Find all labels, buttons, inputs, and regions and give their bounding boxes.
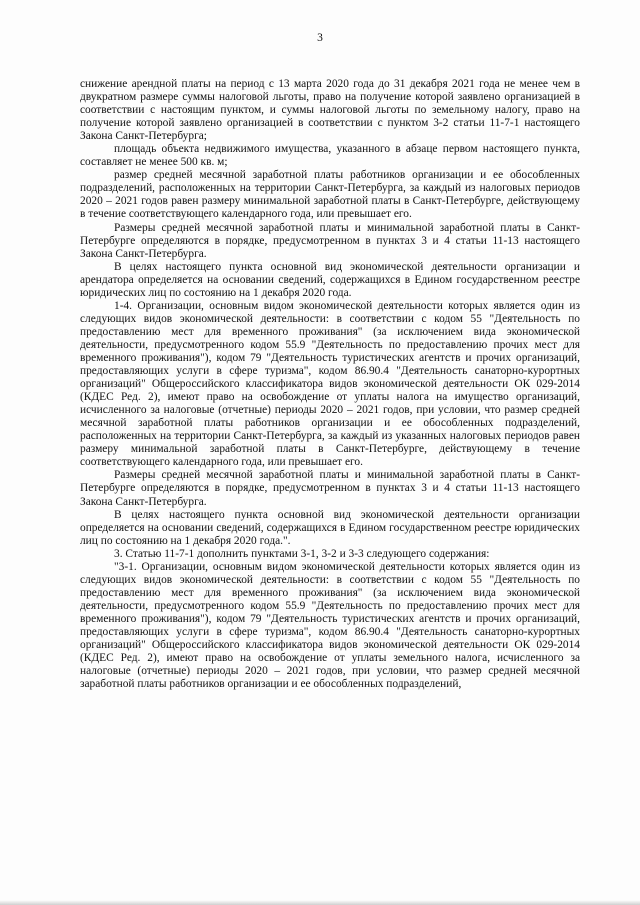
paragraph-activity-definition-2: В целях настоящего пункта основной вид экономической деятельности организации определяется на основании сведений, содержащихся в Едином государственном реестре юридических лиц по состоянию на 1 декабря 2020 года.".: [80, 508, 580, 547]
paragraph-clause-1-4: 1-4. Организации, основным видом экономической деятельности которых является один из следующих видов экономической деятельности: в соответствии с кодом 55 "Деятельность по предоставлению мест для временного проживания" (за исключением вида экономической деятельности, предусмотренного кодом 55.9 "Деятельность по предоставлению прочих мест для временного проживания"), кодом 79 "Деятельность туристических агентств и прочих организаций, предоставляющих услуги в сфере туризма", кодом 86.90.4 "Деятельность санаторно-курортных организаций" Общероссийского классификатора видов экономической деятельности ОК 029-2014 (КДЕС Ред. 2), имеют право на освобождение от уплаты налога на имущество организаций, исчисленного за налоговые (отчетные) периоды 2020 – 2021 годов, при условии, что размер средней месячной заработной платы работников организации и ее обособленных подразделений, расположенных на территории Санкт-Петербурга, за каждый из указанных налоговых периодов равен размеру минимальной заработной платы в Санкт-Петербурге, действующему в течение соответствующего календарного года, или превышает его.: [80, 299, 580, 469]
scan-bottom-edge: [0, 900, 640, 905]
paragraph-salary-procedure: Размеры средней месячной заработной платы и минимальной заработной платы в Санкт-Петербурге определяются в порядке, предусмотренном в пунктах 3 и 4 статьи 11-13 настоящего Закона Санкт-Петербурга.: [80, 221, 580, 260]
document-body: [80, 78, 580, 691]
paragraph-article-amendment: 3. Статью 11-7-1 дополнить пунктами 3-1, 3-2 и 3-3 следующего содержания:: [114, 547, 490, 560]
paragraph-salary-procedure-2: Размеры средней месячной заработной платы и минимальной заработной платы в Санкт-Петербурге определяются в порядке, предусмотренном в пунктах 3 и 4 статьи 11-13 настоящего Закона Санкт-Петербурга.: [80, 469, 580, 508]
paragraph-activity-definition: В целях настоящего пункта основной вид экономической деятельности организации и арендатора определяется на основании сведений, содержащихся в Едином государственном реестре юридических лиц по состоянию на 1 декабря 2020 года.: [80, 260, 580, 299]
paragraph-area: площадь объекта недвижимого имущества, указанного в абзаце первом настоящего пункта, составляет не менее 500 кв. м;: [80, 143, 580, 169]
paragraph-salary-condition: размер средней месячной заработной платы работников организации и ее обособленных подразделений, расположенных на территории Санкт-Петербурга, за каждый из налоговых периодов 2020 – 2021 годов равен размеру минимальной заработной платы в Санкт-Петербурге, действующему в течение соответствующего календарного года, или превышает его.: [80, 169, 580, 221]
page-number: 3: [317, 32, 323, 44]
paragraph-clause-3-1: "3-1. Организации, основным видом экономической деятельности которых является один из следующих видов экономической деятельности: в соответствии с кодом 55 "Деятельность по предоставлению мест для временного проживания" (за исключением вида экономической деятельности, предусмотренного кодом 55.9 "Деятельность по предоставлению прочих мест для временного проживания"), кодом 79 "Деятельность туристических агентств и прочих организаций, предоставляющих услуги в сфере туризма", кодом 86.90.4 "Деятельность санаторно-курортных организаций" Общероссийского классификатора видов экономической деятельности ОК 029-2014 (КДЕС Ред. 2), имеют право на освобождение от уплаты земельного налога, исчисленного за налоговые (отчетные) периоды 2020 – 2021 годов, при условии, что размер средней месячной заработной платы работников организации и ее обособленных подразделений,: [80, 560, 580, 691]
paragraph-rent-reduction: снижение арендной платы на период с 13 марта 2020 года до 31 декабря 2021 года не менее чем в двукратном размере суммы налоговой льготы, право на получение которой заявлено организацией в соответствии с настоящим пунктом, и суммы налоговой льготы по земельному налогу, право на получение которой заявлено организацией в соответствии с пунктом 3-2 статьи 11-7-1 настоящего Закона Санкт-Петербурга;: [80, 78, 580, 143]
